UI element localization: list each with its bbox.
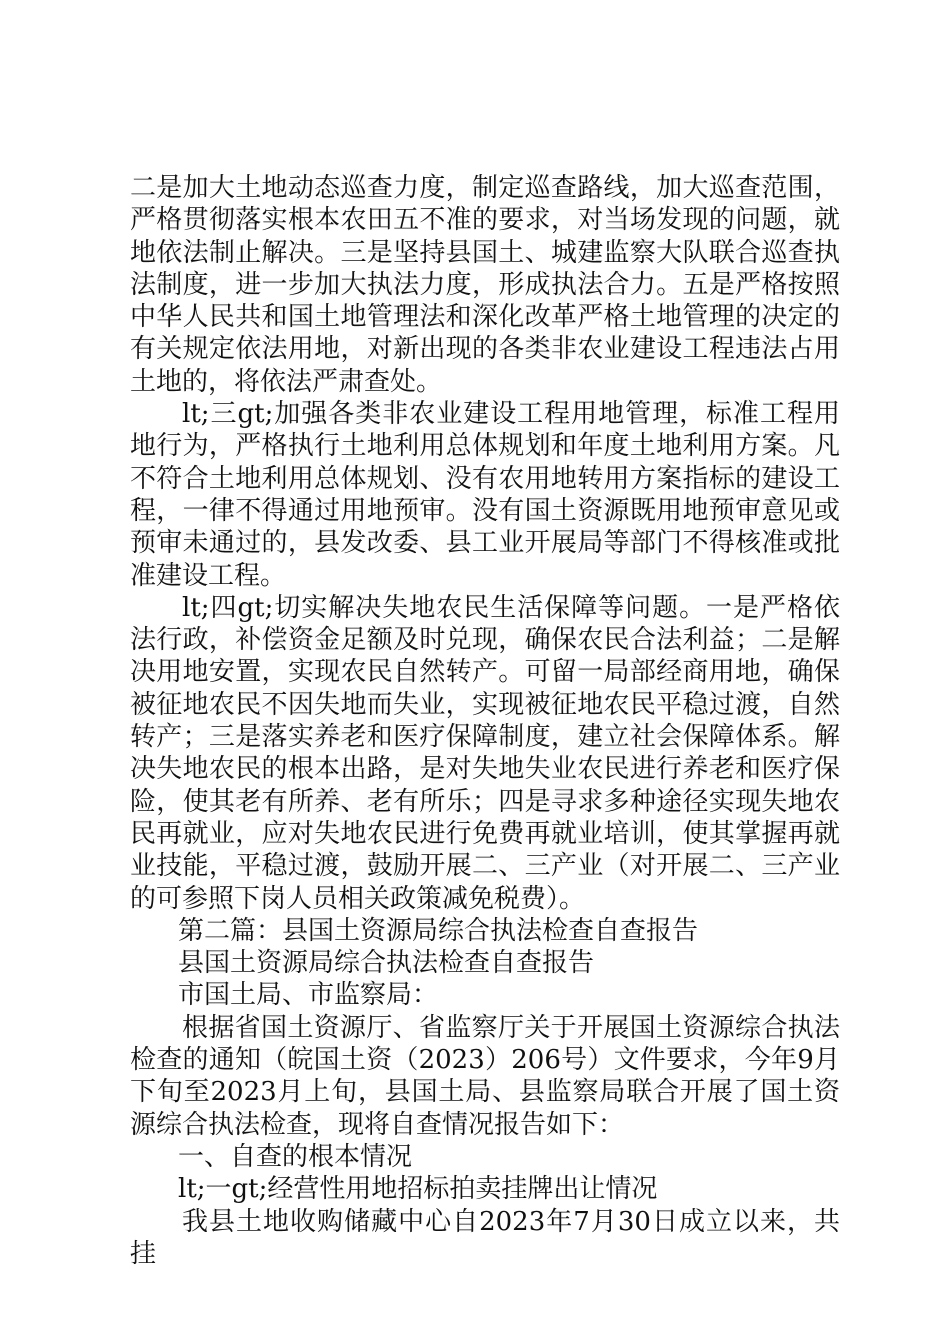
paragraph-inspection-measures: 二是加大土地动态巡查力度，制定巡查路线，加大巡查范围，严格贯彻落实根本农田五不准的要求，对当场发现的问题，就地依法制止解决。三是坚持县国土、城建监察大队联合巡查执法制度，进一步加大执法力度，形成执法合力。五是严格按照中华人民共和国土地管理法和深化改革严格土地管理的决定的有关规定依法用地，对新出现的各类非农业建设工程违法占用土地的，将依法严肃查处。: [130, 173, 840, 397]
paragraph-section-four: lt;四gt;切实解决失地农民生活保障等问题。一是严格依法行政，补偿资金足额及时兑现，确保农民合法利益；二是解决用地安置，实现农民自然转产。可留一局部经商用地，确保被征地农民不因失地而失业，实现被征地农民平稳过渡，自然转产；三是落实养老和医疗保障制度，建立社会保障体系。解决失地农民的根本出路，是对失地失业农民进行养老和医疗保险，使其老有所养、老有所乐；四是寻求多种途径实现失地农民再就业，应对失地农民进行免费再就业培训，使其掌握再就业技能，平稳过渡，鼓励开展二、三产业（对开展二、三产业的可参照下岗人员相关政策减免税费）。: [130, 592, 840, 914]
document-body: [130, 172, 840, 1270]
paragraph-report-intro: 根据省国土资源厅、省监察厅关于开展国土资源综合执法检查的通知（皖国土资（2023）206号）文件要求，今年9月下旬至2023月上旬，县国土局、县监察局联合开展了国土资源综合执法检查，现将自查情况报告如下：: [130, 1012, 840, 1140]
paragraph-land-reserve-center: 我县土地收购储藏中心自2023年7月30日成立以来，共挂: [130, 1206, 840, 1269]
report-title: 县国土资源局综合执法检查自查报告: [178, 948, 595, 979]
paragraph-section-three: lt;三gt;加强各类非农业建设工程用地管理，标准工程用地行为，严格执行土地利用总体规划和年度土地利用方案。凡不符合土地利用总体规划、没有农用地转用方案指标的建设工程，一律不得通过用地预审。没有国土资源既用地预审意见或预审未通过的，县发改委、县工业开展局等部门不得核准或批准建设工程。: [130, 399, 840, 591]
part-two-heading: 第二篇：县国土资源局综合执法检查自查报告: [178, 915, 699, 946]
report-addressee: 市国土局、市监察局：: [178, 980, 439, 1011]
section-heading-basic-situation: 一、自查的根本情况: [178, 1141, 413, 1172]
subsection-heading-land-transfer: lt;一gt;经营性用地招标拍卖挂牌出让情况: [178, 1174, 658, 1205]
